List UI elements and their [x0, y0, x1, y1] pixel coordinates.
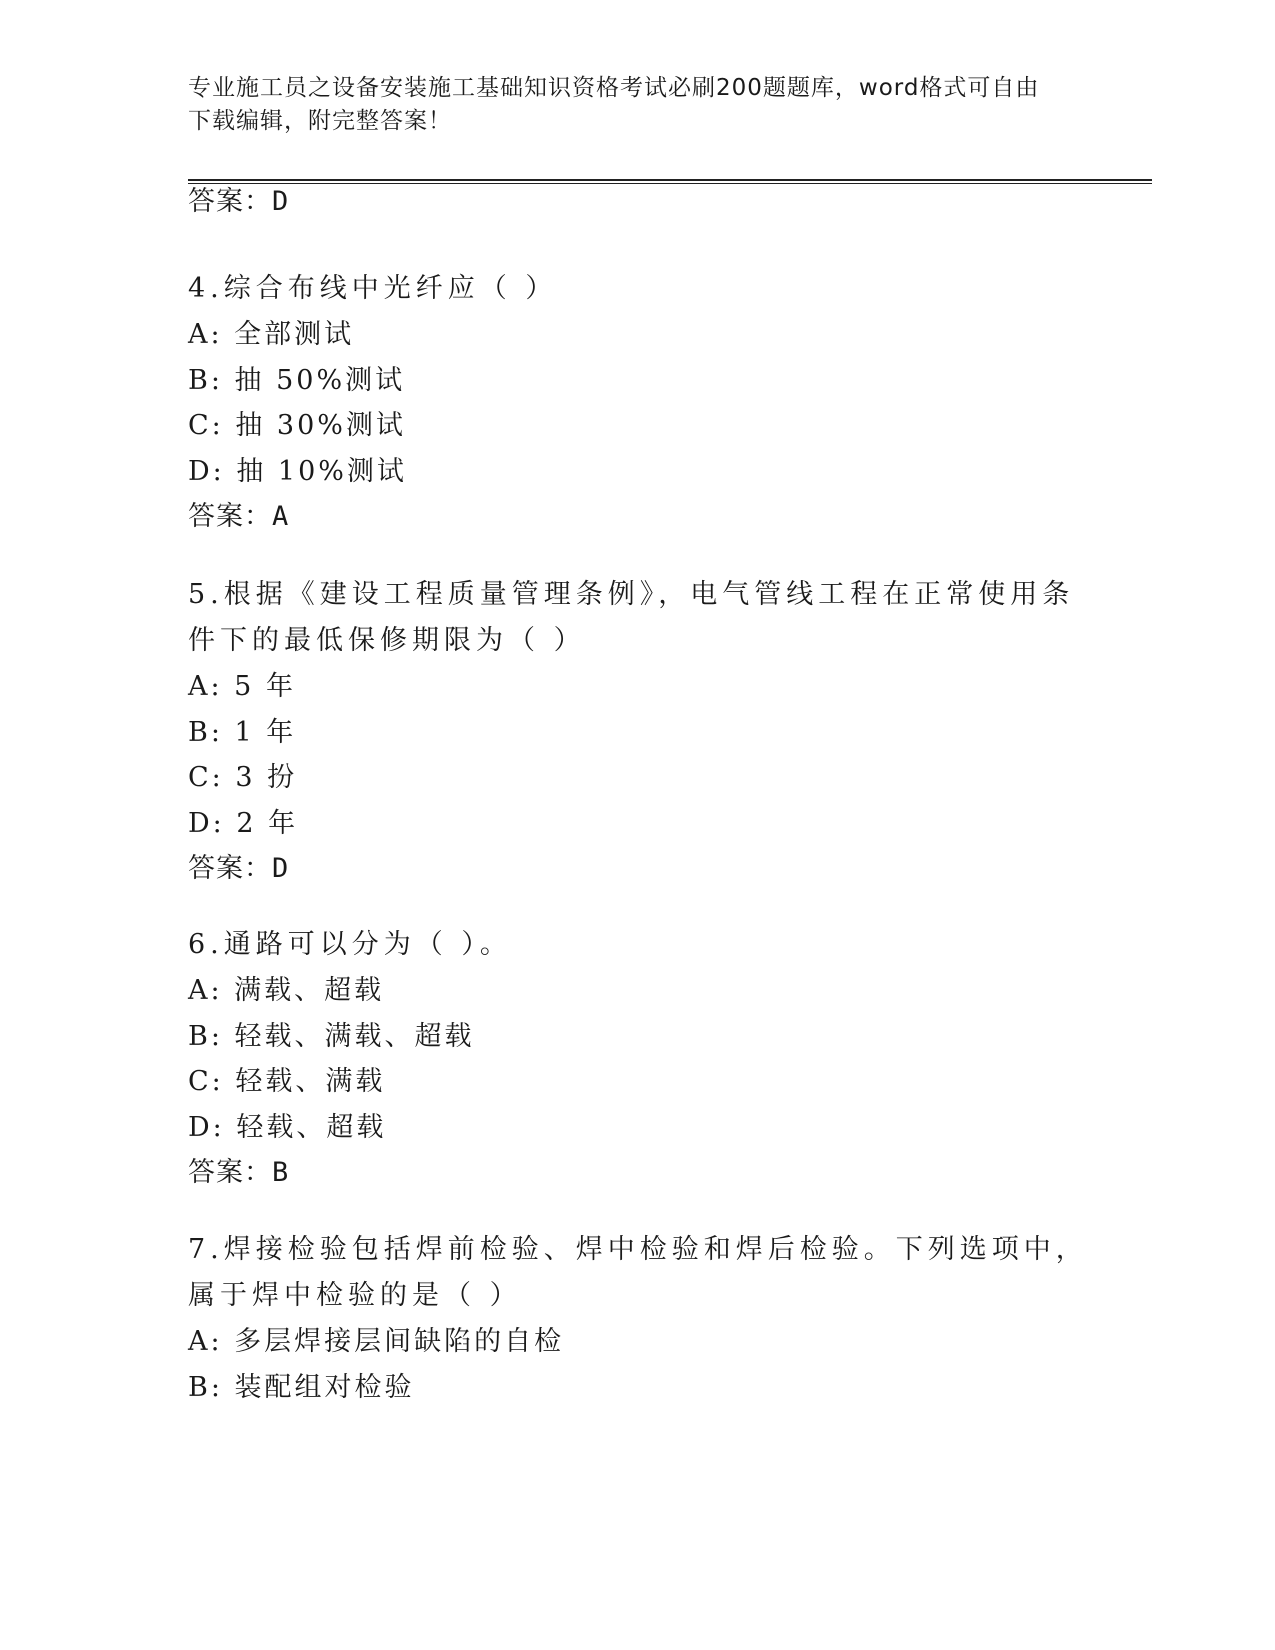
option-c: C: 3 扮: [188, 762, 298, 793]
question-stem: 7.焊接检验包括焊前检验、焊中检验和焊后检验。下列选项中，属于焊中检验的是（ ）: [188, 1234, 1088, 1311]
header-title-line-2: 下载编辑，附完整答案！: [188, 108, 452, 134]
answer: 答案：D: [188, 853, 290, 884]
page-header: [188, 72, 1068, 138]
previous-answer: 答案：D: [188, 186, 290, 217]
answer: 答案：A: [188, 501, 290, 532]
question-6: [188, 922, 1088, 1195]
question-stem: 4.综合布线中光纤应（ ）: [188, 273, 558, 304]
option-a: A: 多层焊接层间缺陷的自检: [188, 1326, 565, 1357]
header-divider: [188, 179, 1152, 184]
question-7: [188, 1227, 1088, 1410]
option-b: B: 1 年: [188, 716, 297, 748]
option-a: A: 满载、超载: [188, 975, 385, 1006]
question-5: [188, 572, 1088, 891]
option-d: D: 抽 10%测试: [188, 455, 407, 487]
option-b: B: 轻载、满载、超载: [188, 1020, 475, 1052]
option-c: C: 抽 30%测试: [188, 410, 406, 441]
question-4: [188, 266, 1088, 539]
option-d: D: 轻载、超载: [188, 1111, 387, 1143]
answer: 答案：B: [188, 1157, 290, 1188]
option-a: A: 全部测试: [188, 319, 355, 350]
question-stem: 5.根据《建设工程质量管理条例》，电气管线工程在正常使用条件下的最低保修期限为（ ）: [188, 579, 1075, 656]
option-a: A: 5 年: [188, 671, 296, 702]
option-b: B: 抽 50%测试: [188, 364, 406, 396]
option-b: B: 装配组对检验: [188, 1371, 415, 1403]
option-c: C: 轻载、满载: [188, 1066, 386, 1097]
question-stem: 6.通路可以分为（ ）。: [188, 929, 512, 960]
header-title-line-1: 专业施工员之设备安装施工基础知识资格考试必刷200题题库，word格式可自由: [188, 75, 1040, 101]
option-d: D: 2 年: [188, 807, 299, 839]
